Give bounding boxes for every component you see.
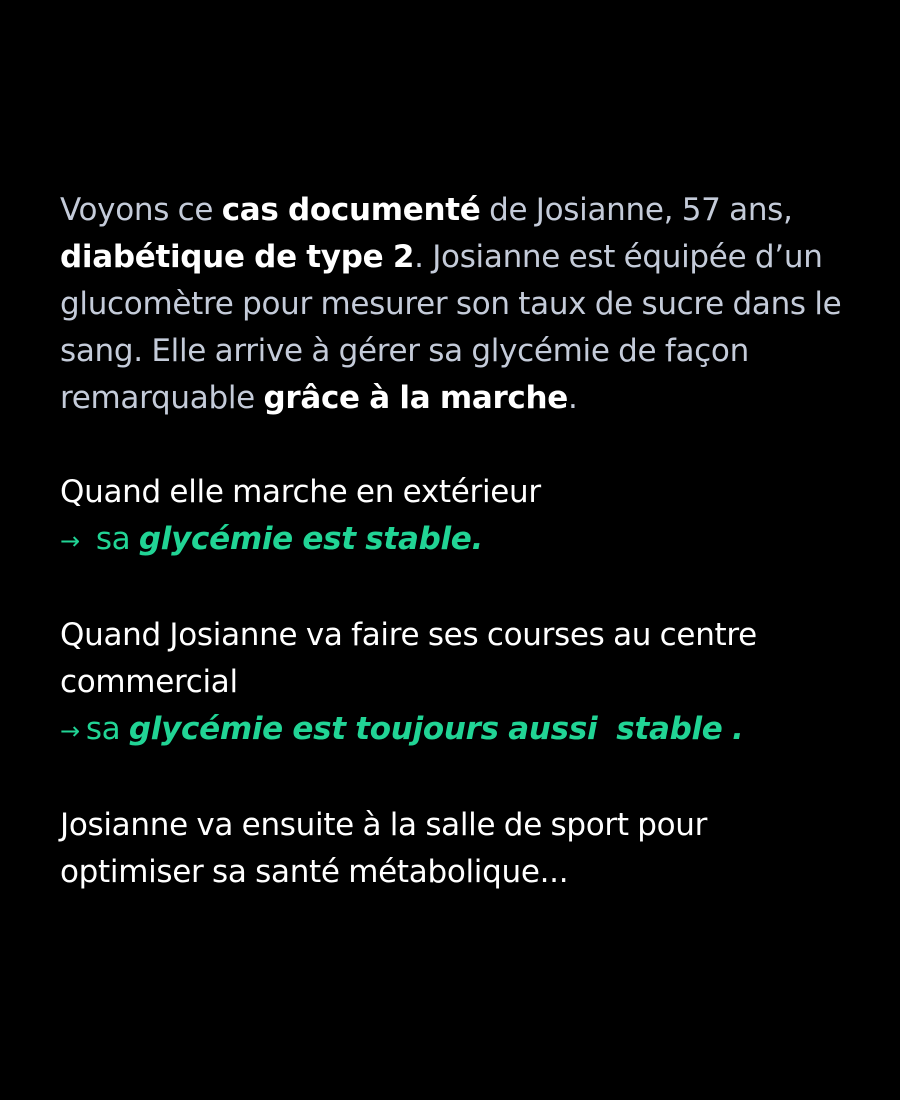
outdoor-walk-text: Quand elle marche en extérieur: [60, 474, 541, 510]
mall-walk-result-highlight: glycémie est toujours aussi stable .: [128, 711, 744, 747]
outdoor-walk-result: [60, 516, 850, 565]
intro-bold-walking: grâce à la marche: [263, 380, 569, 416]
outdoor-walk-paragraph: [60, 469, 850, 565]
intro-text-4: .: [568, 380, 578, 416]
intro-paragraph: [60, 187, 850, 422]
mall-walk-text: Quand Josianne va faire ses courses au centre commercial: [60, 617, 757, 700]
intro-text-1: Voyons ce: [60, 192, 222, 228]
mall-walk-result-prefix: sa: [85, 711, 129, 747]
intro-text-3: . Josianne est équipée d’un glucomètre pour mesurer son taux de sucre dans le sang. Elle arrive à gérer sa glycémie de façon remarquable: [60, 239, 842, 416]
intro-text-2: de Josianne, 57 ans,: [480, 192, 793, 228]
outdoor-walk-result-prefix: sa: [95, 521, 139, 557]
article-body: [60, 187, 850, 896]
outdoor-walk-result-highlight: glycémie est stable.: [138, 521, 483, 557]
intro-bold-case: cas documenté: [221, 192, 481, 228]
arrow-right-icon: →: [60, 717, 80, 745]
mall-walk-paragraph: [60, 612, 850, 755]
mall-walk-result: [60, 706, 850, 755]
arrow-right-icon: →: [60, 527, 80, 555]
gym-paragraph: Josianne va ensuite à la salle de sport pour optimiser sa santé métabolique...: [60, 807, 708, 890]
intro-bold-diabetes: diabétique de type 2: [60, 239, 415, 275]
